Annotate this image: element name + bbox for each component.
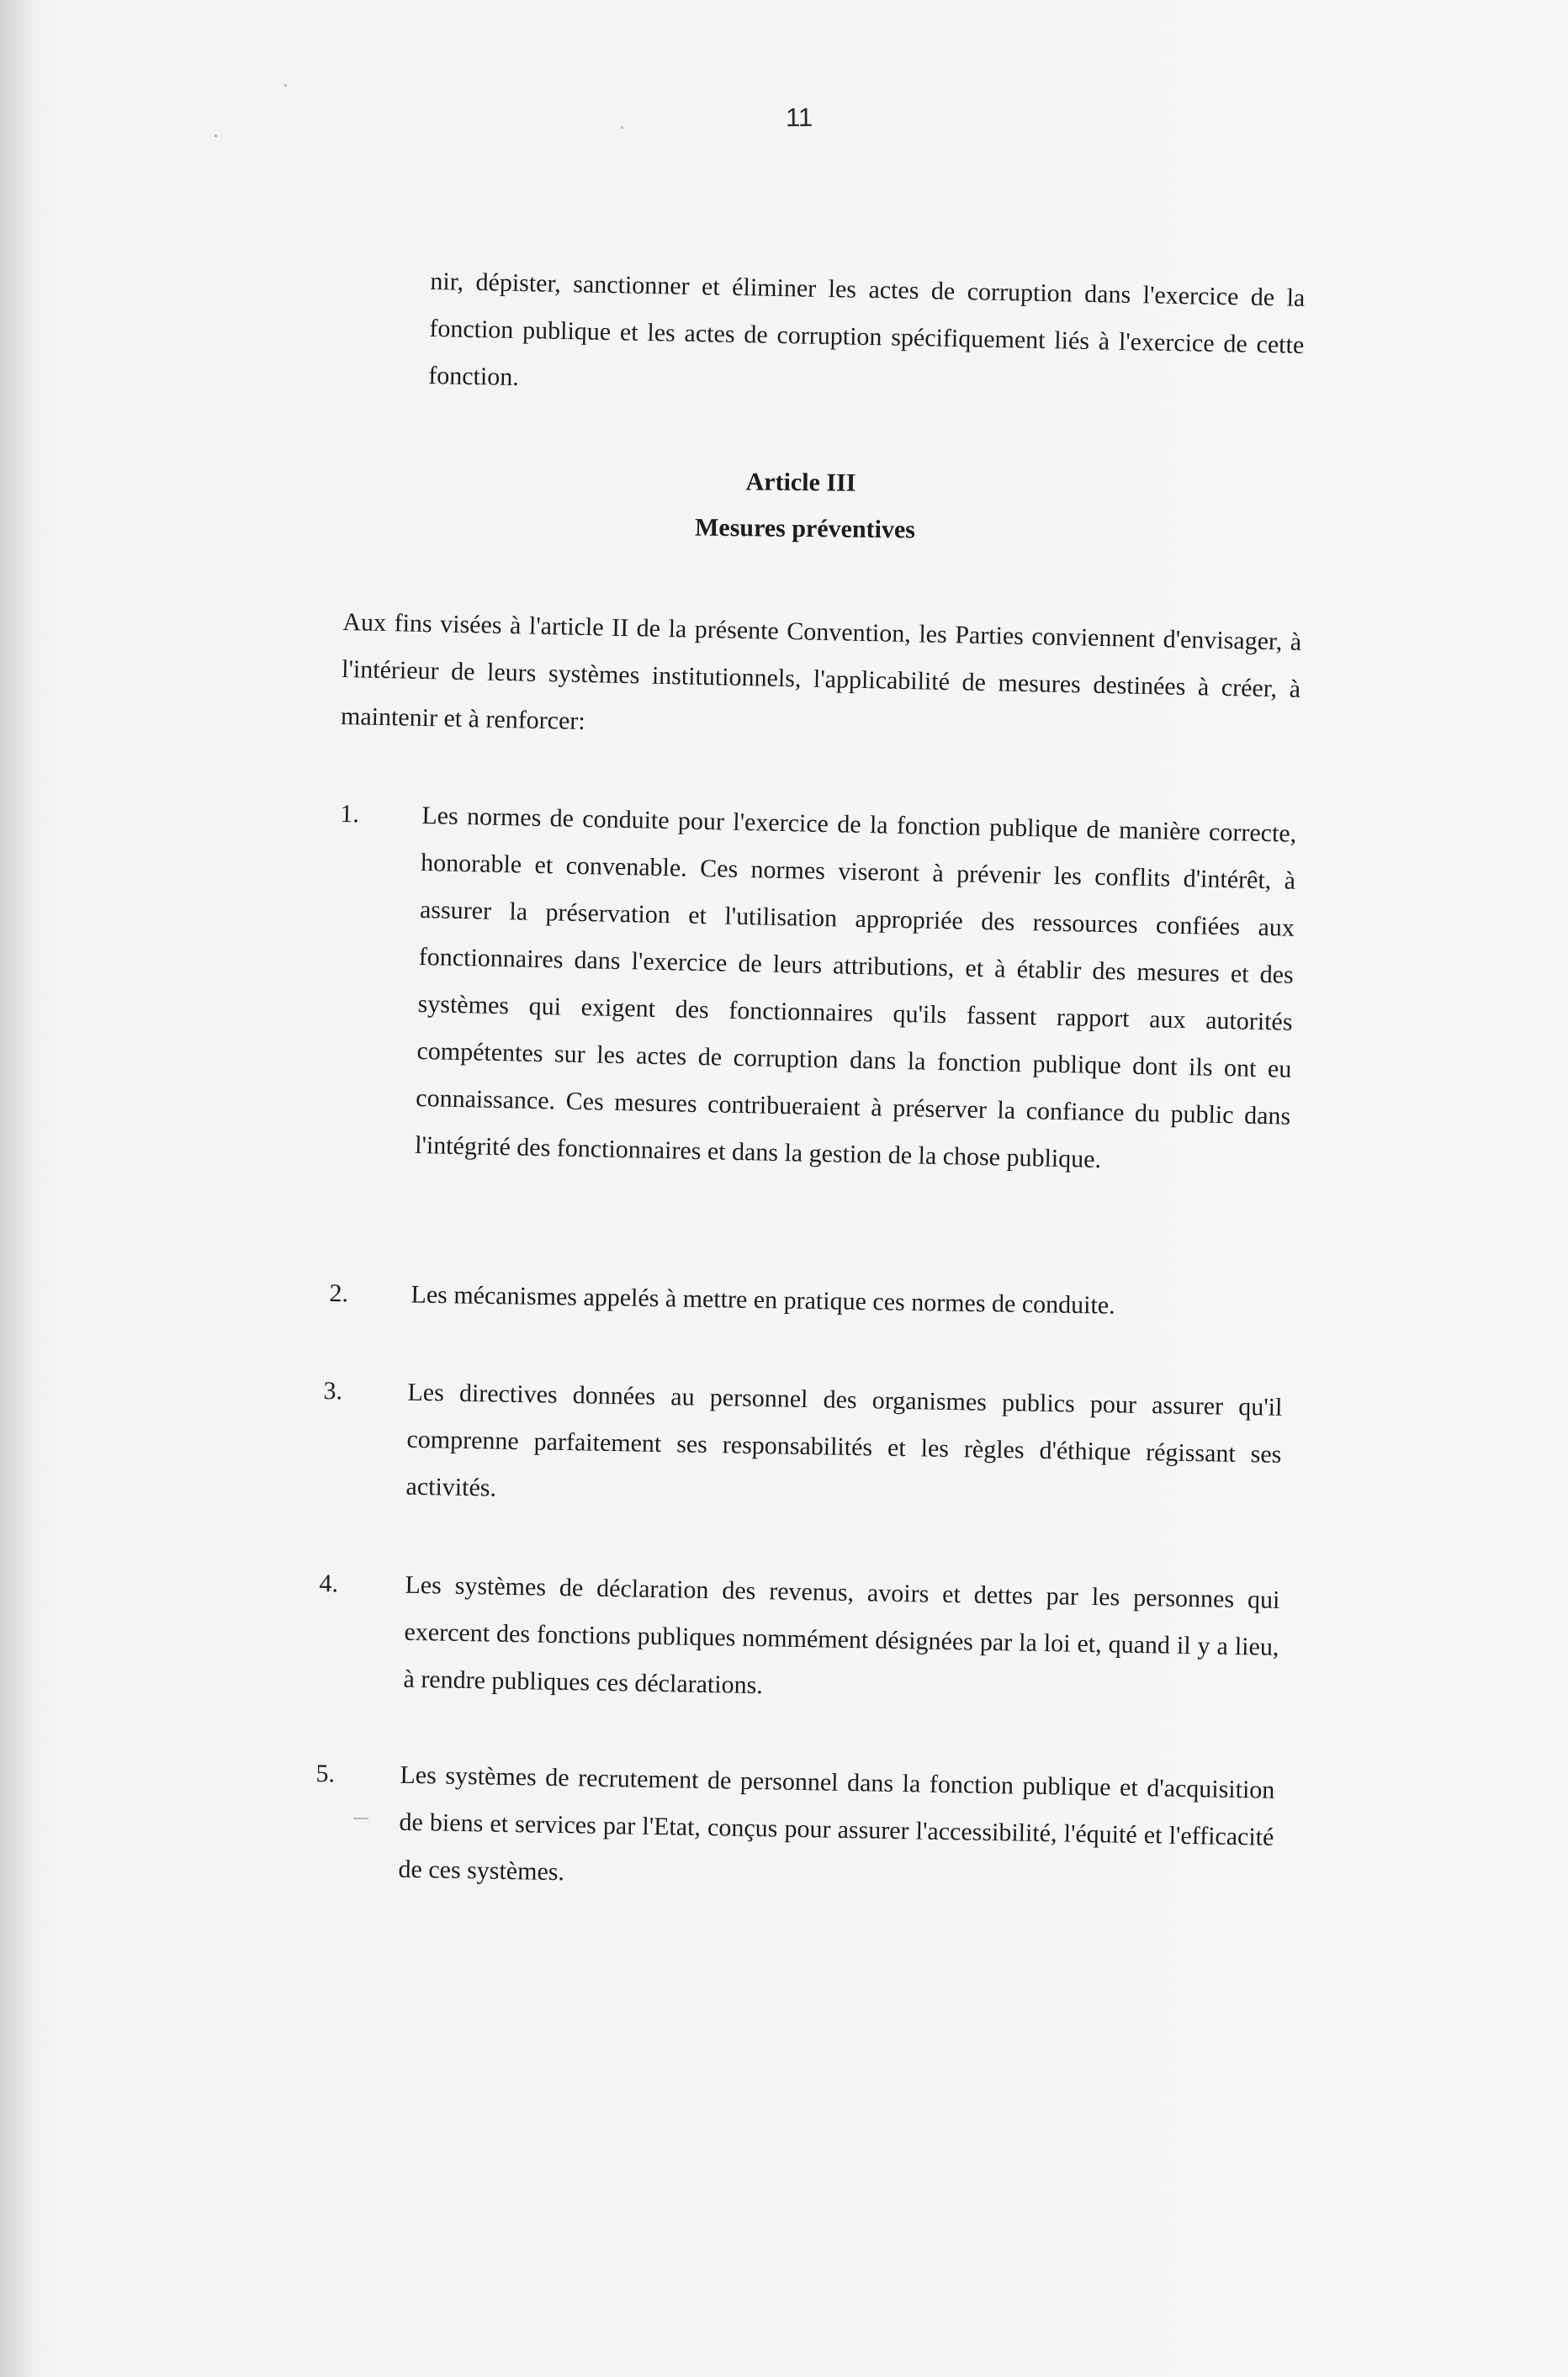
speck-mark xyxy=(621,126,623,129)
speck-mark xyxy=(215,135,217,137)
article-subtitle: Mesures préventives xyxy=(694,513,916,544)
list-item-text: Les normes de conduite pour l'exercice de la fonction publique de manière correcte, honorable et convenable. Ces normes viseront à prévenir les conflits d'intérêt, à assurer la préservation et l'utilisation appropriée des ressources confiées aux fonctionnaires dans l'exercice de leurs attributions, et à établir des mesures et des systèmes qui exigent des fonctionnaires qu'ils fassent rapport aux autorités compétentes sur les actes de corruption dans la fonction publique dont ils ont eu connaissance. Ces mesures contribueraient à préserver la confiance du public dans l'intégrité des fonctionnaires et dans la gestion de la chose publique. xyxy=(414,802,1297,1174)
article-title: Article III xyxy=(745,468,856,497)
intro-paragraph: nir, dépister, sanctionner et éliminer les actes de corruption dans l'exercice de la fonction publique et les actes de corruption spécifiquement liés à l'exercice de cette fonction. xyxy=(428,267,1306,392)
list-item-text: Les mécanismes appelés à mettre en pratique ces normes de conduite. xyxy=(411,1280,1115,1320)
speck-mark xyxy=(284,84,287,87)
list-item-number: 3. xyxy=(323,1376,343,1406)
lead-paragraph: Aux fins visées à l'article II de la présente Convention, les Parties conviennent d'envisager, à l'intérieur de leurs systèmes institutionnels, l'applicabilité de mesures destinées à créer, à maintenir et à renforcer: xyxy=(340,607,1302,736)
list-item-text: Les systèmes de déclaration des revenus, avoirs et dettes par les personnes qui exercent des fonctions publiques nommément désignées par la loi et, quand il y a lieu, à rendre publiques ces déclarations. xyxy=(403,1570,1280,1700)
page-number: 11 xyxy=(785,102,813,133)
page-edge-shadow xyxy=(0,0,34,2377)
list-item-number: 1. xyxy=(340,799,360,829)
list-item-text: Les systèmes de recrutement de personnel dans la fonction publique et d'acquisition de biens et services par l'Etat, conçus pour assurer l'accessibilité, l'équité et l'efficacité de ces systèmes. xyxy=(398,1760,1275,1887)
dash-mark xyxy=(353,1818,368,1819)
list-item-number: 2. xyxy=(329,1278,349,1308)
list-item-number: 4. xyxy=(319,1569,339,1598)
list-item-text: Les directives données au personnel des organismes publics pour assurer qu'il comprenne parfaitement ses responsabilités et les règles d'éthique régissant ses activités. xyxy=(405,1378,1283,1502)
list-item-number: 5. xyxy=(315,1759,336,1788)
